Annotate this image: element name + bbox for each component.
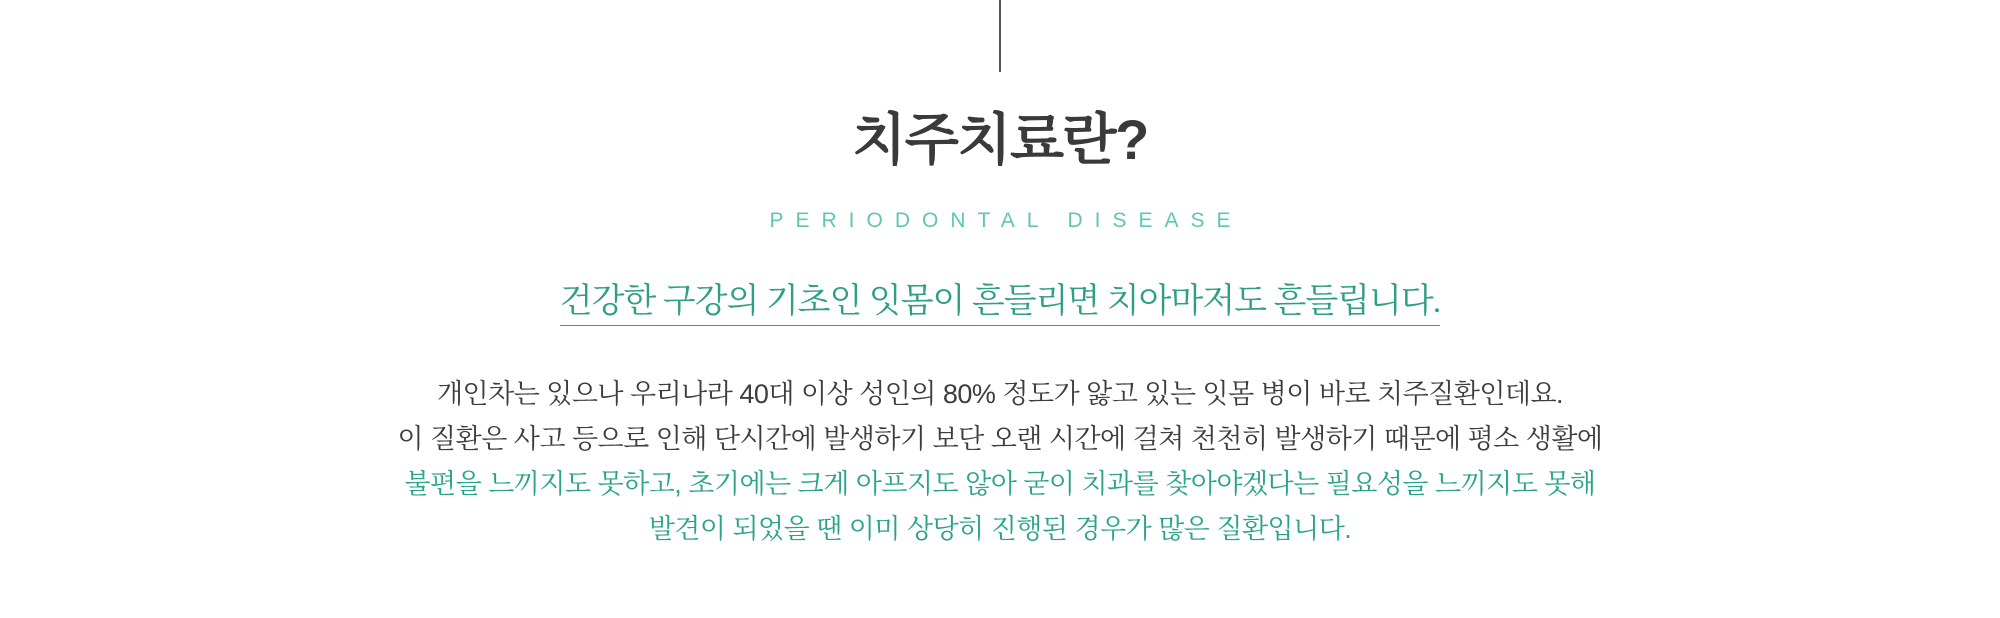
body-line-1: 개인차는 있으나 우리나라 40대 이상 성인의 80% 정도가 앓고 있는 잇몸 병이 바로 치주질환인데요. bbox=[436, 378, 1564, 409]
section-tagline: 건강한 구강의 기초인 잇몸이 흔들리면 치아마저도 흔들립니다. bbox=[560, 283, 1440, 325]
section-body bbox=[0, 372, 2000, 552]
body-line-3: 불편을 느끼지도 못하고, 초기에는 크게 아프지도 않아 굳이 치과를 찾아야겠다는 필요성을 느끼지도 못해 bbox=[404, 468, 1596, 499]
body-line-2: 이 질환은 사고 등으로 인해 단시간에 발생하기 보단 오랜 시간에 걸쳐 천천히 발생하기 때문에 평소 생활에 bbox=[397, 423, 1603, 454]
section-title: 치주치료란? bbox=[852, 108, 1148, 171]
body-line-4: 발견이 되었을 땐 이미 상당히 진행된 경우가 많은 질환입니다. bbox=[648, 513, 1352, 544]
tagline-wrap bbox=[0, 283, 2000, 325]
section-subtitle: PERIODONTAL DISEASE bbox=[769, 209, 1243, 233]
